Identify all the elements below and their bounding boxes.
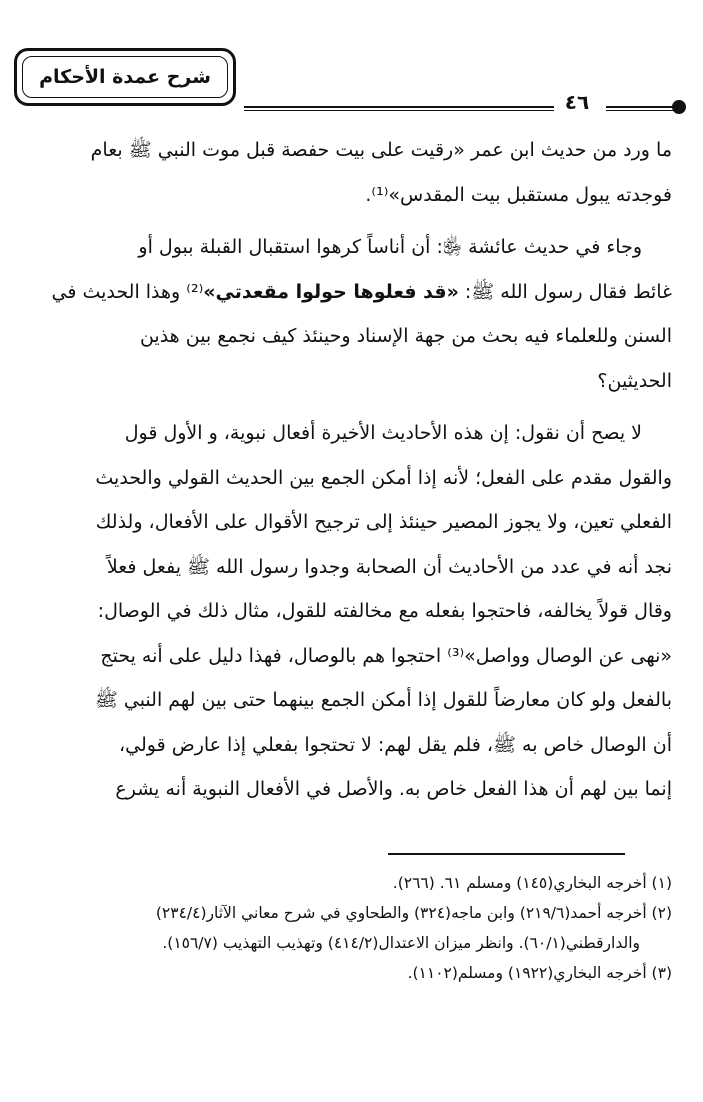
paragraph-2: [32, 225, 672, 403]
running-title: شرح عمدة الأحكام: [22, 56, 228, 98]
header-rule: [244, 106, 554, 108]
text-line: غائط فقال رسول الله ﷺ:: [458, 280, 672, 303]
paragraph-3: [32, 411, 672, 812]
text-line: السنن وللعلماء فيه بحث من جهة الإسناد وحينئذ كيف نجمع بين هذين: [139, 325, 672, 347]
text-line: وقال قولاً يخالفه، فاحتجوا بفعله مع مخالفته للقول، مثال ذلك في الوصال:: [97, 600, 672, 622]
header-rule-right: [606, 106, 676, 108]
footnote-2: (٢) أخرجه أحمد(٢١٩/٦) وابن ماجه(٣٢٤) والطحاوي في شرح معاني الآثار(٢٣٤/٤): [155, 904, 672, 922]
page-number: ٤٦: [564, 90, 590, 114]
header-rule-right-thin: [606, 110, 676, 111]
text-line: بالفعل ولو كان معارضاً للقول إذا أمكن الجمع بينهما حتى بين لهم النبي ﷺ: [94, 689, 672, 711]
text-line: «نهى عن الوصال وواصل»⁽³⁾ احتجوا هم بالوصال، فهذا دليل على أنه يحتج: [100, 644, 672, 667]
main-text: [32, 128, 672, 812]
text-line: فوجدته يبول مستقبل بيت المقدس»⁽¹⁾.: [365, 183, 672, 206]
text-line: وجاء في حديث عائشة ﵂: أن أناساً كرهوا استقبال القبلة ببول أو: [138, 236, 642, 258]
text-line: لا يصح أن نقول: إن هذه الأحاديث الأخيرة أفعال نبوية، و الأول قول: [124, 422, 642, 444]
text-line: ما ورد من حديث ابن عمر «رقيت على بيت حفصة قبل موت النبي ﷺ بعام: [90, 139, 672, 161]
footnote-2-continued: والدارقطني(٦٠/١). وانظر ميزان الاعتدال(٤١٤/٢) وتهذيب التهذيب (١٥٦/٧).: [162, 934, 640, 952]
text-line: والقول مقدم على الفعل؛ لأنه إذا أمكن الجمع بين الحديث القولي والحديث: [95, 466, 672, 489]
text-line: الفعلي تعين، ولا يجوز المصير حينئذ إلى ترجيح الأقوال على الأفعال، ولذلك: [95, 511, 672, 533]
text-line: الحديثين؟: [597, 369, 672, 392]
header-dot-ornament: [672, 100, 686, 114]
text-line: نجد أنه في عدد من الأحاديث أن الصحابة وجدوا رسول الله ﷺ يفعل فعلاً: [106, 555, 672, 578]
page-header: [14, 48, 694, 128]
paragraph-1: [32, 128, 672, 217]
footnote-3: (٣) أخرجه البخاري(١٩٢٢) ومسلم(١١٠٢).: [407, 964, 672, 982]
hadith-quote-bold: «قد فعلوها حولوا مقعدتي»: [203, 280, 459, 303]
footnote-separator: [388, 853, 625, 855]
text-line: إنما بين لهم أن هذا الفعل خاص به. والأصل في الأفعال النبوية أنه يشرع: [115, 778, 672, 800]
running-title-frame: [14, 48, 236, 106]
footnote-1: (١) أخرجه البخاري(١٤٥) ومسلم ٦١. (٢٦٦).: [392, 874, 672, 892]
text-line: ⁽²⁾ وهذا الحديث في: [51, 280, 204, 303]
footnotes: [32, 868, 672, 988]
header-rule-thin: [244, 110, 554, 111]
text-line: أن الوصال خاص به ﷺ، فلم يقل لهم: لا تحتجوا بفعلي إذا عارض قولي،: [119, 733, 672, 756]
